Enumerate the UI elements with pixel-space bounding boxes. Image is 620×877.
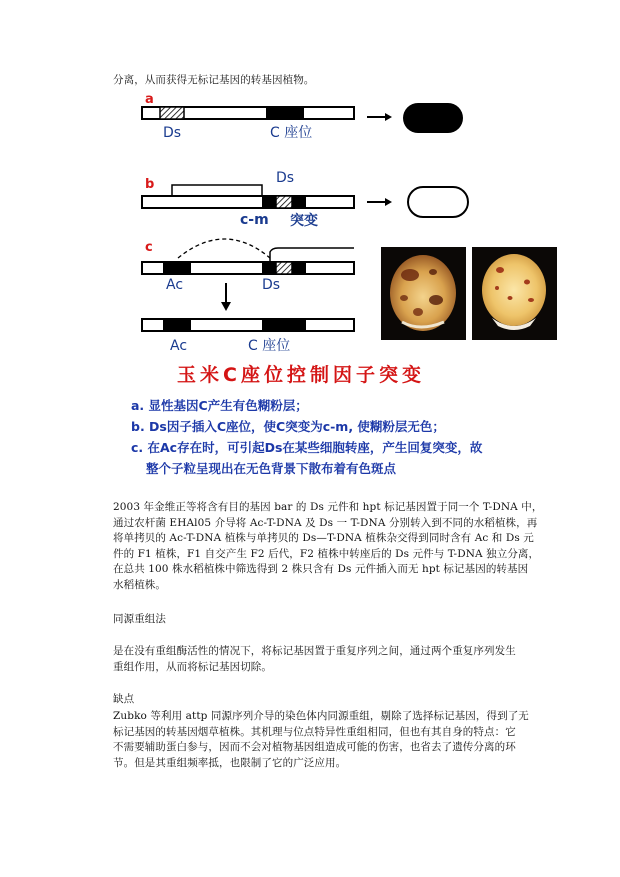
c-locus-restored [262,319,306,331]
text-line: 水稻植株。 [113,578,166,591]
panel-a [142,92,463,141]
paragraph-3 [113,709,529,771]
caption-b: b. Ds因子插入C座位，使C突变为c-m, 使糊粉层无色； [131,419,445,434]
c-locus-right [292,262,306,274]
label-ds: Ds [163,125,182,141]
text-line: Zubko 等利用 attp 同源序列介导的染色体内同源重组，剔除了选择标记基因，得到了无 [113,710,529,722]
panel-c [142,239,354,354]
heading-drawbacks: 缺点 [113,693,135,705]
label-ac: Ac [166,277,184,293]
paragraph-2 [113,644,516,675]
text-line: 件的 F1 植株，F1 自交产生 F2 后代，F2 植株中转座后的 Ds 元件与 T-DNA 独立分离， [113,547,540,560]
text-line: 通过农杆菌 EHAl05 介导将 Ac-T-DNA 及 Ds 一 T-DNA 分别转入到不同的水稻植株，再 [113,516,538,529]
c-locus-left [262,196,276,208]
label-ds: Ds [262,277,281,293]
panel-b [142,170,468,229]
figure-title: 玉米C座位控制因子突变 [177,364,425,386]
c-locus-left [262,262,276,274]
intro-line: 分离，从而获得无标记基因的转基因植物。 [113,74,315,86]
ds-excision-line [270,248,354,262]
colorless-kernel-phenotype [408,187,468,217]
kernel-photo-1 [381,247,466,340]
label-c-locus: C 座位 [270,125,313,141]
ds-element-hatched [160,107,184,119]
kernel-photo-2 [472,247,557,340]
text-line: 是在没有重组酶活性的情况下，将标记基因置于重复序列之间，通过两个重复序列发生 [113,645,516,657]
label-c-locus: C 座位 [248,338,291,354]
ds-insert-hatched [276,196,292,208]
caption-c: c. 在Ac存在时，可引起Ds在某些细胞转座，产生回复突变，故 [131,440,483,455]
ds-insert-hatched [276,262,292,274]
paragraph-1 [113,500,542,593]
label-mutation: 突变 [290,213,318,229]
text-line: 节。但是其重组频率抵，也限制了它的广泛应用。 [113,756,347,769]
label-c-m: c-m [240,212,269,228]
colored-kernel-phenotype [403,103,463,133]
c-locus-block [266,107,304,119]
text-line: 2003 年金维正等将含有目的基因 bar 的 Ds 元件和 hpt 标记基因置于同一个 T-DNA 中， [113,501,543,513]
excised-ds-loop [172,185,262,196]
label-ac: Ac [170,338,188,354]
text-line: 不需要辅助蛋白参与，因而不会对植物基因组造成可能的伤害，也省去了遗传分离的环 [113,741,516,753]
panel-c-letter: c [145,240,153,255]
panel-b-letter: b [145,177,155,192]
panel-a-letter: a [145,92,154,107]
caption-a: a. 显性基因C产生有色糊粉层； [131,398,308,413]
text-line: 标记基因的转基因烟草植株。其机理与位点特异性重组相同，但也有其自身的特点：它 [113,725,516,738]
label-ds: Ds [276,170,295,186]
text-line: 重组作用，从而将标记基因切除。 [113,660,272,673]
ac-element [163,262,191,274]
transposition-dashed-arc [178,239,270,258]
text-line: 在总共 100 株水稻植株中筛选得到 2 株只含有 Ds 元件插入而无 hpt 标记基因的转基因 [113,563,529,575]
caption-c-continued: 整个子粒呈现出在无色背景下散布着有色斑点 [146,461,397,476]
text-line: 将单拷贝的 Ac-T-DNA 植株与单拷贝的 Ds—T-DNA 植株杂交得到同时含有 Ac 和 Ds 元 [113,532,534,544]
chromosome-bar [142,196,354,208]
c-locus-right [292,196,306,208]
heading-homologous-recombination: 同源重组法 [113,613,166,625]
ac-element [163,319,191,331]
